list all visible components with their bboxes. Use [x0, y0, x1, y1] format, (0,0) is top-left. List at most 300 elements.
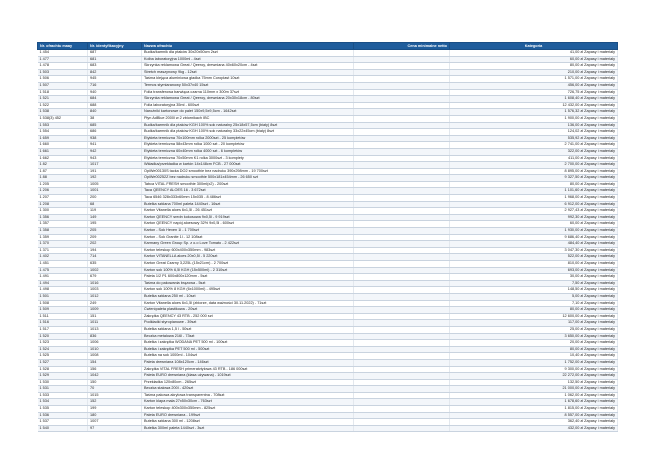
table-cell: Zakrętka QEENCY 43 RTB - 252 000 szt	[142, 313, 354, 320]
table-cell: 1 356	[38, 214, 88, 221]
header-cell[interactable]: Cena minimalne netto	[354, 43, 450, 50]
table-cell: 205	[88, 228, 142, 235]
table-cell: 1 968,00 zł Zapasy i materiały	[450, 195, 618, 202]
table-cell: 192	[88, 175, 142, 182]
table-cell: 3 650,00 zł Zapasy i materiały	[450, 333, 618, 340]
table-cell: 38	[88, 115, 142, 122]
table-cell: 68	[88, 201, 142, 208]
table-cell: Karton QEENCY napój aloesowy 32% 9x0,5l - 600szt	[142, 221, 354, 228]
table-cell	[354, 201, 450, 208]
table-cell: Karmany Green Group Sp. z o.o Love Tomato - 2 422szt	[142, 241, 354, 248]
table-row[interactable]	[38, 373, 618, 380]
table-cell: 210,00 zł Zapasy i materiały	[450, 69, 618, 76]
table-cell: 810,00 zł Zapasy i materiały	[450, 261, 618, 268]
table-row[interactable]	[38, 181, 618, 188]
table-cell: 1 509	[38, 307, 88, 314]
table-cell: 1011	[88, 320, 142, 327]
table-cell: 1 508	[38, 300, 88, 307]
table-row[interactable]	[38, 201, 618, 208]
table-cell: 714	[88, 254, 142, 261]
table-cell	[354, 96, 450, 103]
table-row[interactable]	[38, 280, 618, 287]
table-cell: Butelka 300ml paleta 1440szt - 3szt	[142, 425, 354, 432]
table-cell: Narożniki kartonowe do palet 150x9,5x9,5cm - 1642szt	[142, 109, 354, 116]
table-cell: 1 661	[38, 148, 88, 155]
table-row[interactable]	[38, 247, 618, 254]
table-cell: 1 530	[38, 379, 88, 386]
table-row[interactable]	[38, 379, 618, 386]
table-row[interactable]	[38, 406, 618, 413]
table-row[interactable]	[38, 267, 618, 274]
table-cell: 80,00 zł Zapasy i materiały	[450, 307, 618, 314]
table-row[interactable]	[38, 63, 618, 70]
table-cell	[354, 228, 450, 235]
table-cell	[354, 214, 450, 221]
table-row[interactable]	[38, 76, 618, 83]
table-cell: 132,50 zł Zapasy i materiały	[450, 379, 618, 386]
table-cell	[354, 261, 450, 268]
table-cell: 1 523	[38, 340, 88, 347]
table-cell: 1 498	[38, 287, 88, 294]
table-cell: 1 357	[38, 221, 88, 228]
table-cell: 1 518	[38, 89, 88, 96]
header-row	[38, 43, 618, 50]
table-cell	[354, 56, 450, 63]
table-cell: Taca QEENCY ALOES 16 - 3 672szt	[142, 188, 354, 195]
table-cell: 684	[88, 96, 142, 103]
table-cell: 80,00 zł Zapasy i materiały	[450, 181, 618, 188]
table-cell	[354, 419, 450, 426]
table-cell: 119	[88, 208, 142, 215]
header-cell[interactable]: Nazwa ofrachtu	[142, 43, 354, 50]
table-cell: 200	[88, 195, 142, 202]
table-cell: 1 522	[38, 102, 88, 109]
table-row[interactable]	[38, 148, 618, 155]
table-row[interactable]	[38, 261, 618, 268]
table-cell: 9 686,40 zł Zapasy i materiały	[450, 234, 618, 241]
table-cell: 322,00 zł Zapasy i materiały	[450, 148, 618, 155]
table-cell: 7,50 zł Zapasy i materiały	[450, 280, 618, 287]
table-row[interactable]	[38, 69, 618, 76]
table-cell: 1 359	[38, 234, 88, 241]
table-cell: 1 371	[38, 247, 88, 254]
table-cell: 21 000,00 zł Zapasy i materiały	[450, 386, 618, 393]
table-cell: 2 927,43 zł Zapasy i materiały	[450, 208, 618, 215]
table-cell: 1 478	[38, 63, 88, 70]
table-cell: 1007	[88, 419, 142, 426]
table-cell: 681	[88, 56, 142, 63]
table-row[interactable]	[38, 56, 618, 63]
table-cell: 194	[88, 247, 142, 254]
table-cell: Karton - Sok Hexen 1l - 1 700szt	[142, 228, 354, 235]
table-row[interactable]	[38, 419, 618, 426]
table-row[interactable]	[38, 412, 618, 419]
table-cell: 150	[88, 379, 142, 386]
table-cell: 992,30 zł Zapasy i materiały	[450, 214, 618, 221]
table-cell: 3 047,30 zł Zapasy i materiały	[450, 247, 618, 254]
table-cell: 411,00 zł Zapasy i materiały	[450, 155, 618, 162]
table-cell: 199	[88, 406, 142, 413]
table-cell	[354, 247, 450, 254]
table-cell: 209	[88, 234, 142, 241]
table-cell: 1 494	[38, 280, 88, 287]
table-cell: 12 432,00 zł Zapasy i materiały	[450, 102, 618, 109]
table-cell	[354, 69, 450, 76]
table-cell	[354, 425, 450, 432]
table-row[interactable]	[38, 50, 618, 57]
table-cell: 693,00 zł Zapasy i materiały	[450, 267, 618, 274]
table-cell: Etykieta termiczna 70x100mm rolka 2000szt - 25 kompletów	[142, 135, 354, 142]
table-row[interactable]	[38, 122, 618, 129]
table-cell: 1 511	[38, 313, 88, 320]
table-cell: Karton sok 100% 8 KGH (6x1000ml) - 495szt	[142, 287, 354, 294]
table-cell: Karton teleskop 400x300x350mm - 825szt	[142, 406, 354, 413]
table-cell: Paleta EURO drewniana - 199szt	[142, 412, 354, 419]
table-row[interactable]	[38, 359, 618, 366]
table-cell	[354, 333, 450, 340]
table-cell: Etykieta termiczna 58x43mm rolka 1000 szt - 20 kompletów	[142, 142, 354, 149]
table-cell: 148,50 zł Zapasy i materiały	[450, 287, 618, 294]
table-cell	[354, 109, 450, 116]
table-cell: 1 101,60 zł Zapasy i materiały	[450, 188, 618, 195]
table-cell: 1008	[88, 353, 142, 360]
table-cell	[354, 254, 450, 261]
table-row[interactable]	[38, 142, 618, 149]
table-row[interactable]	[38, 96, 618, 103]
table-cell: Karton VITANELLA aloes 20x0,5l - 5 220szt	[142, 254, 354, 261]
table-cell: 1010	[88, 346, 142, 353]
table-cell: 1 501	[38, 293, 88, 300]
table-row[interactable]	[38, 228, 618, 235]
table-row[interactable]	[38, 340, 618, 347]
table-cell: 156	[88, 366, 142, 373]
table-cell: Zakrętka VITAL FRESH primeratvtylowa 43 RTB - 186 000szt	[142, 366, 354, 373]
table-cell: 1 660	[38, 142, 88, 149]
table-cell	[354, 102, 450, 109]
table-row[interactable]	[38, 386, 618, 393]
table-cell: 1 527	[38, 359, 88, 366]
table-row[interactable]	[38, 313, 618, 320]
table-cell	[354, 122, 450, 129]
table-cell: 1 528	[38, 366, 88, 373]
table-cell: 1002	[88, 267, 142, 274]
table-cell: 1 062,00 zł Zapasy i materiały	[450, 392, 618, 399]
table-cell: 943	[88, 155, 142, 162]
table-cell: 941	[88, 142, 142, 149]
table-cell: 195	[88, 221, 142, 228]
table-cell: Paleta drewniana 108x120cm - 146szt	[142, 359, 354, 366]
table-cell: 9 300,00 zł Zapasy i materiały	[450, 366, 618, 373]
table-cell: 940	[88, 89, 142, 96]
table-cell: Skrzynka reklamowa Great / Qeeroy, drewniana 40x60x20cm - 4szt	[142, 63, 354, 70]
table-cell: Butelka i zakrętka WODANA PET 500 ml - 100szt	[142, 340, 354, 347]
table-row[interactable]	[38, 254, 618, 261]
table-row[interactable]	[38, 425, 618, 432]
table-cell: 5,00 zł Zapasy i materiały	[450, 293, 618, 300]
table-cell: 1 87	[38, 168, 88, 175]
table-row[interactable]	[38, 326, 618, 333]
table-cell: Stretch maszynowy 9kg - 12szt	[142, 69, 354, 76]
table-cell	[354, 386, 450, 393]
table-cell: 80,00 zł Zapasy i materiały	[450, 63, 618, 70]
table-cell: Butelka na sok 1000ml - 104szt	[142, 353, 354, 360]
table-cell: 60,00 zł Zapasy i materiały	[450, 56, 618, 63]
table-cell: Termos stymiaranowy 50x37x40 15szt	[142, 82, 354, 89]
table-cell	[354, 274, 450, 281]
table-cell: 683	[88, 63, 142, 70]
table-cell: 726,75 zł Zapasy i materiały	[450, 89, 618, 96]
table-cell: Wkładka/przekładka w kartón 14x148cm FCB - 27 000szt	[142, 162, 354, 169]
table-cell: 1 608,40 zł Zapasy i materiały	[450, 96, 618, 103]
table-cell: Paleta 1/2 P1 600x800x120mm - 5szt	[142, 274, 354, 281]
table-cell: 1 662	[38, 155, 88, 162]
table-row[interactable]	[38, 115, 618, 122]
table-row[interactable]	[38, 129, 618, 136]
table-cell	[354, 340, 450, 347]
table-cell	[354, 208, 450, 215]
table-cell	[354, 221, 450, 228]
table-row[interactable]	[38, 175, 618, 182]
table-row[interactable]	[38, 155, 618, 162]
table-cell: 1 524	[38, 346, 88, 353]
table-cell: 1017	[88, 162, 142, 169]
table-cell: Ćwierćpaleta plastikowa - 20szt	[142, 307, 354, 314]
table-cell: 836	[88, 333, 142, 340]
table-row[interactable]	[38, 399, 618, 406]
table-cell	[354, 142, 450, 149]
table-row[interactable]	[38, 274, 618, 281]
table-cell: 9 327,50 zł Zapasy i materiały	[450, 175, 618, 182]
table-cell: Karton Vitanella aloes 6x1,5l - 26 451szt	[142, 208, 354, 215]
table-cell	[354, 181, 450, 188]
table-cell	[354, 412, 450, 419]
table-row[interactable]	[38, 392, 618, 399]
table-row[interactable]	[38, 307, 618, 314]
table-row[interactable]	[38, 188, 618, 195]
table-cell: 20,00 zł Zapasy i materiały	[450, 340, 618, 347]
table-cell	[354, 359, 450, 366]
table-row[interactable]	[38, 89, 618, 96]
table-row[interactable]	[38, 293, 618, 300]
table-cell: 362,40 zł Zapasy i materiały	[450, 419, 618, 426]
table-cell: 679	[88, 274, 142, 281]
table-cell: 180	[88, 412, 142, 419]
table-cell: 124,02 zł Zapasy i materiały	[450, 129, 618, 136]
table-body	[38, 50, 618, 432]
table-cell: Karton Vitanella aloes 6x1,5l (zbiorze, data ważności 30.11.2022) - 71szt	[142, 300, 354, 307]
table-cell: 1 208	[38, 201, 88, 208]
table-cell: 12 600,00 zł Zapasy i materiały	[450, 313, 618, 320]
data-table	[37, 42, 618, 432]
table-cell: 151	[88, 313, 142, 320]
table-cell: 1 930,00 zł Zapasy i materiały	[450, 228, 618, 235]
table-cell	[354, 89, 450, 96]
table-cell: 41,00 zł Zapasy i materiały	[450, 50, 618, 57]
table-cell: Płyn AdBlue 2000l w 2 zbiornikach IBC	[142, 115, 354, 122]
table-row[interactable]	[38, 320, 618, 327]
table-cell: 1 525	[38, 353, 88, 360]
table-cell: Budka/karmnik dla ptaków KGH 100% sok naturalny 33x22x45cm (biały) 8szt	[142, 129, 354, 136]
table-cell: Podkładki styropianowe - 39szt	[142, 320, 354, 327]
table-row[interactable]	[38, 287, 618, 294]
table-cell: 97	[88, 425, 142, 432]
table-row[interactable]	[38, 346, 618, 353]
table-cell: Karton - Sok Granite 1l - 12 108szt	[142, 234, 354, 241]
table-cell	[354, 195, 450, 202]
table-cell: 1015	[88, 392, 142, 399]
table-row[interactable]	[38, 195, 618, 202]
table-cell: Taca 6546 328x333x60mm 15x035 - 8 486szt	[142, 195, 354, 202]
table-cell: Taśma klejąca aluminiowa gładka 75mm Coroplast 10szt	[142, 76, 354, 83]
table-cell: 685	[88, 122, 142, 129]
table-cell: 1 206	[38, 188, 88, 195]
table-cell: 840	[88, 109, 142, 116]
table-cell: 1 571,00 zł Zapasy i materiały	[450, 76, 618, 83]
table-row[interactable]	[38, 208, 618, 215]
table-cell	[354, 175, 450, 182]
table-cell: 1001	[88, 188, 142, 195]
table-row[interactable]	[38, 353, 618, 360]
table-cell: 1 516	[38, 320, 88, 327]
table-cell	[354, 320, 450, 327]
table-cell	[354, 115, 450, 122]
table-cell	[354, 155, 450, 162]
table-cell: 1 207	[38, 195, 88, 202]
table-cell: 8 557,00 zł Zapasy i materiały	[450, 412, 618, 419]
table-cell: Budka/karmnik dla ptaków KGH 100% sok naturalny 25x18x57,5cm (biały) 8szt	[142, 122, 354, 129]
table-cell: 1 507	[38, 82, 88, 89]
table-cell	[354, 300, 450, 307]
table-row[interactable]	[38, 366, 618, 373]
table-cell: 1 300	[38, 208, 88, 215]
table-cell: Folia transferowa barwiąca czarna 110mm x 300m 37szt	[142, 89, 354, 96]
table-cell: 1013	[88, 326, 142, 333]
table-cell	[354, 346, 450, 353]
table-cell: 30,00 zł Zapasy i materiały	[450, 274, 618, 281]
table-cell: Butelka szklana 250 ml - 10szt	[142, 293, 354, 300]
table-cell: 1 88	[38, 175, 88, 182]
table-cell	[354, 313, 450, 320]
table-row[interactable]	[38, 234, 618, 241]
table-cell	[354, 326, 450, 333]
table-cell: 1 536	[38, 412, 88, 419]
table-cell: 1012	[88, 293, 142, 300]
table-cell	[354, 373, 450, 380]
table-cell: Etykieta termiczna 70x50mm K1 rolka 3000szt - 3 komplety	[142, 155, 354, 162]
table-cell: 1 576,32 zł Zapasy i materiały	[450, 109, 618, 116]
spreadsheet	[37, 42, 617, 432]
table-row[interactable]	[38, 300, 618, 307]
table-cell: 635	[88, 261, 142, 268]
table-cell: 70	[88, 386, 142, 393]
header-cell[interactable]: Nr. ofrachtu maay	[38, 43, 88, 50]
table-cell: 1 535	[38, 406, 88, 413]
table-cell: 249	[88, 300, 142, 307]
table-cell: 1 454	[38, 50, 88, 57]
table-row[interactable]	[38, 82, 618, 89]
table-cell: 1 529	[38, 373, 88, 380]
table-cell: 22 272,00 zł Zapasy i materiały	[450, 373, 618, 380]
table-cell: 1 521	[38, 96, 88, 103]
table-row[interactable]	[38, 168, 618, 175]
table-row[interactable]	[38, 102, 618, 109]
table-cell: 1006	[88, 340, 142, 347]
table-row[interactable]	[38, 162, 618, 169]
table-cell: 10,40 zł Zapasy i materiały	[450, 353, 618, 360]
table-cell: 1 531	[38, 386, 88, 393]
header-cell[interactable]: Nr. identyfikacyjny	[88, 43, 142, 50]
table-cell: 1042	[88, 373, 142, 380]
table-cell: 1 533	[38, 392, 88, 399]
table-cell: 80,00 zł Zapasy i materiały	[450, 346, 618, 353]
table-cell: 535,92 zł Zapasy i materiały	[450, 135, 618, 142]
table-cell: Butelka i zakrętka PET 500 ml - 500szt	[142, 346, 354, 353]
table-cell: 1005	[88, 181, 142, 188]
table-cell: 60,00 zł Zapasy i materiały	[450, 221, 618, 228]
table-cell	[354, 50, 450, 57]
table-cell: Folia laboratoryjna 35ml - 600szt	[142, 102, 354, 109]
table-cell	[354, 63, 450, 70]
table-row[interactable]	[38, 214, 618, 221]
table-cell: Tabca VITAL FRESH smoothie 300ml(x2) - 200szt	[142, 181, 354, 188]
table-cell: 152	[88, 399, 142, 406]
table-cell: Kolba laboratoryjna 1000ml - 4szt	[142, 56, 354, 63]
table-cell: 1 538	[38, 109, 88, 116]
table-cell: 25,00 zł Zapasy i materiały	[450, 326, 618, 333]
table-cell	[354, 162, 450, 169]
table-row[interactable]	[38, 241, 618, 248]
table-cell	[354, 392, 450, 399]
table-row[interactable]	[38, 333, 618, 340]
table-cell: 1 506	[38, 76, 88, 83]
table-cell: 687	[88, 50, 142, 57]
table-cell: 1 358	[38, 228, 88, 235]
table-cell: 1 554	[38, 129, 88, 136]
table-cell	[354, 241, 450, 248]
table-cell: 1003	[88, 287, 142, 294]
table-cell: 149	[88, 214, 142, 221]
table-cell: 1 503	[38, 69, 88, 76]
table-row[interactable]	[38, 135, 618, 142]
table-cell: 842	[88, 69, 142, 76]
table-cell: Karton sok 100% 6,5l KGH (15x500ml) - 2 310szt	[142, 267, 354, 274]
table-cell: Karton klapa mała 27x50x30cm - 763szt	[142, 399, 354, 406]
table-cell: 1 517	[38, 326, 88, 333]
table-cell	[354, 76, 450, 83]
table-cell: 945	[88, 76, 142, 83]
table-cell	[354, 353, 450, 360]
table-cell	[354, 135, 450, 142]
table-cell: Taśma do pakowania brązowa - 5szt	[142, 280, 354, 287]
table-cell: 1009	[88, 307, 142, 314]
table-cell: 6 912,00 zł Zapasy i materiały	[450, 201, 618, 208]
table-cell: 484,40 zł Zapasy i materiały	[450, 241, 618, 248]
table-cell: 1 752,00 zł Zapasy i materiały	[450, 359, 618, 366]
table-cell: 154	[88, 359, 142, 366]
table-cell: 7,10 zł Zapasy i materiały	[450, 300, 618, 307]
table-row[interactable]	[38, 109, 618, 116]
table-cell	[354, 148, 450, 155]
table-cell: 1 477	[38, 56, 88, 63]
table-cell: 1 520	[38, 333, 88, 340]
table-cell	[354, 293, 450, 300]
table-cell: 688	[88, 102, 142, 109]
table-cell: 1 370	[38, 241, 88, 248]
table-row[interactable]	[38, 221, 618, 228]
table-cell	[354, 379, 450, 386]
header-cell[interactable]: Kategoria	[450, 43, 618, 50]
table-cell	[354, 267, 450, 274]
